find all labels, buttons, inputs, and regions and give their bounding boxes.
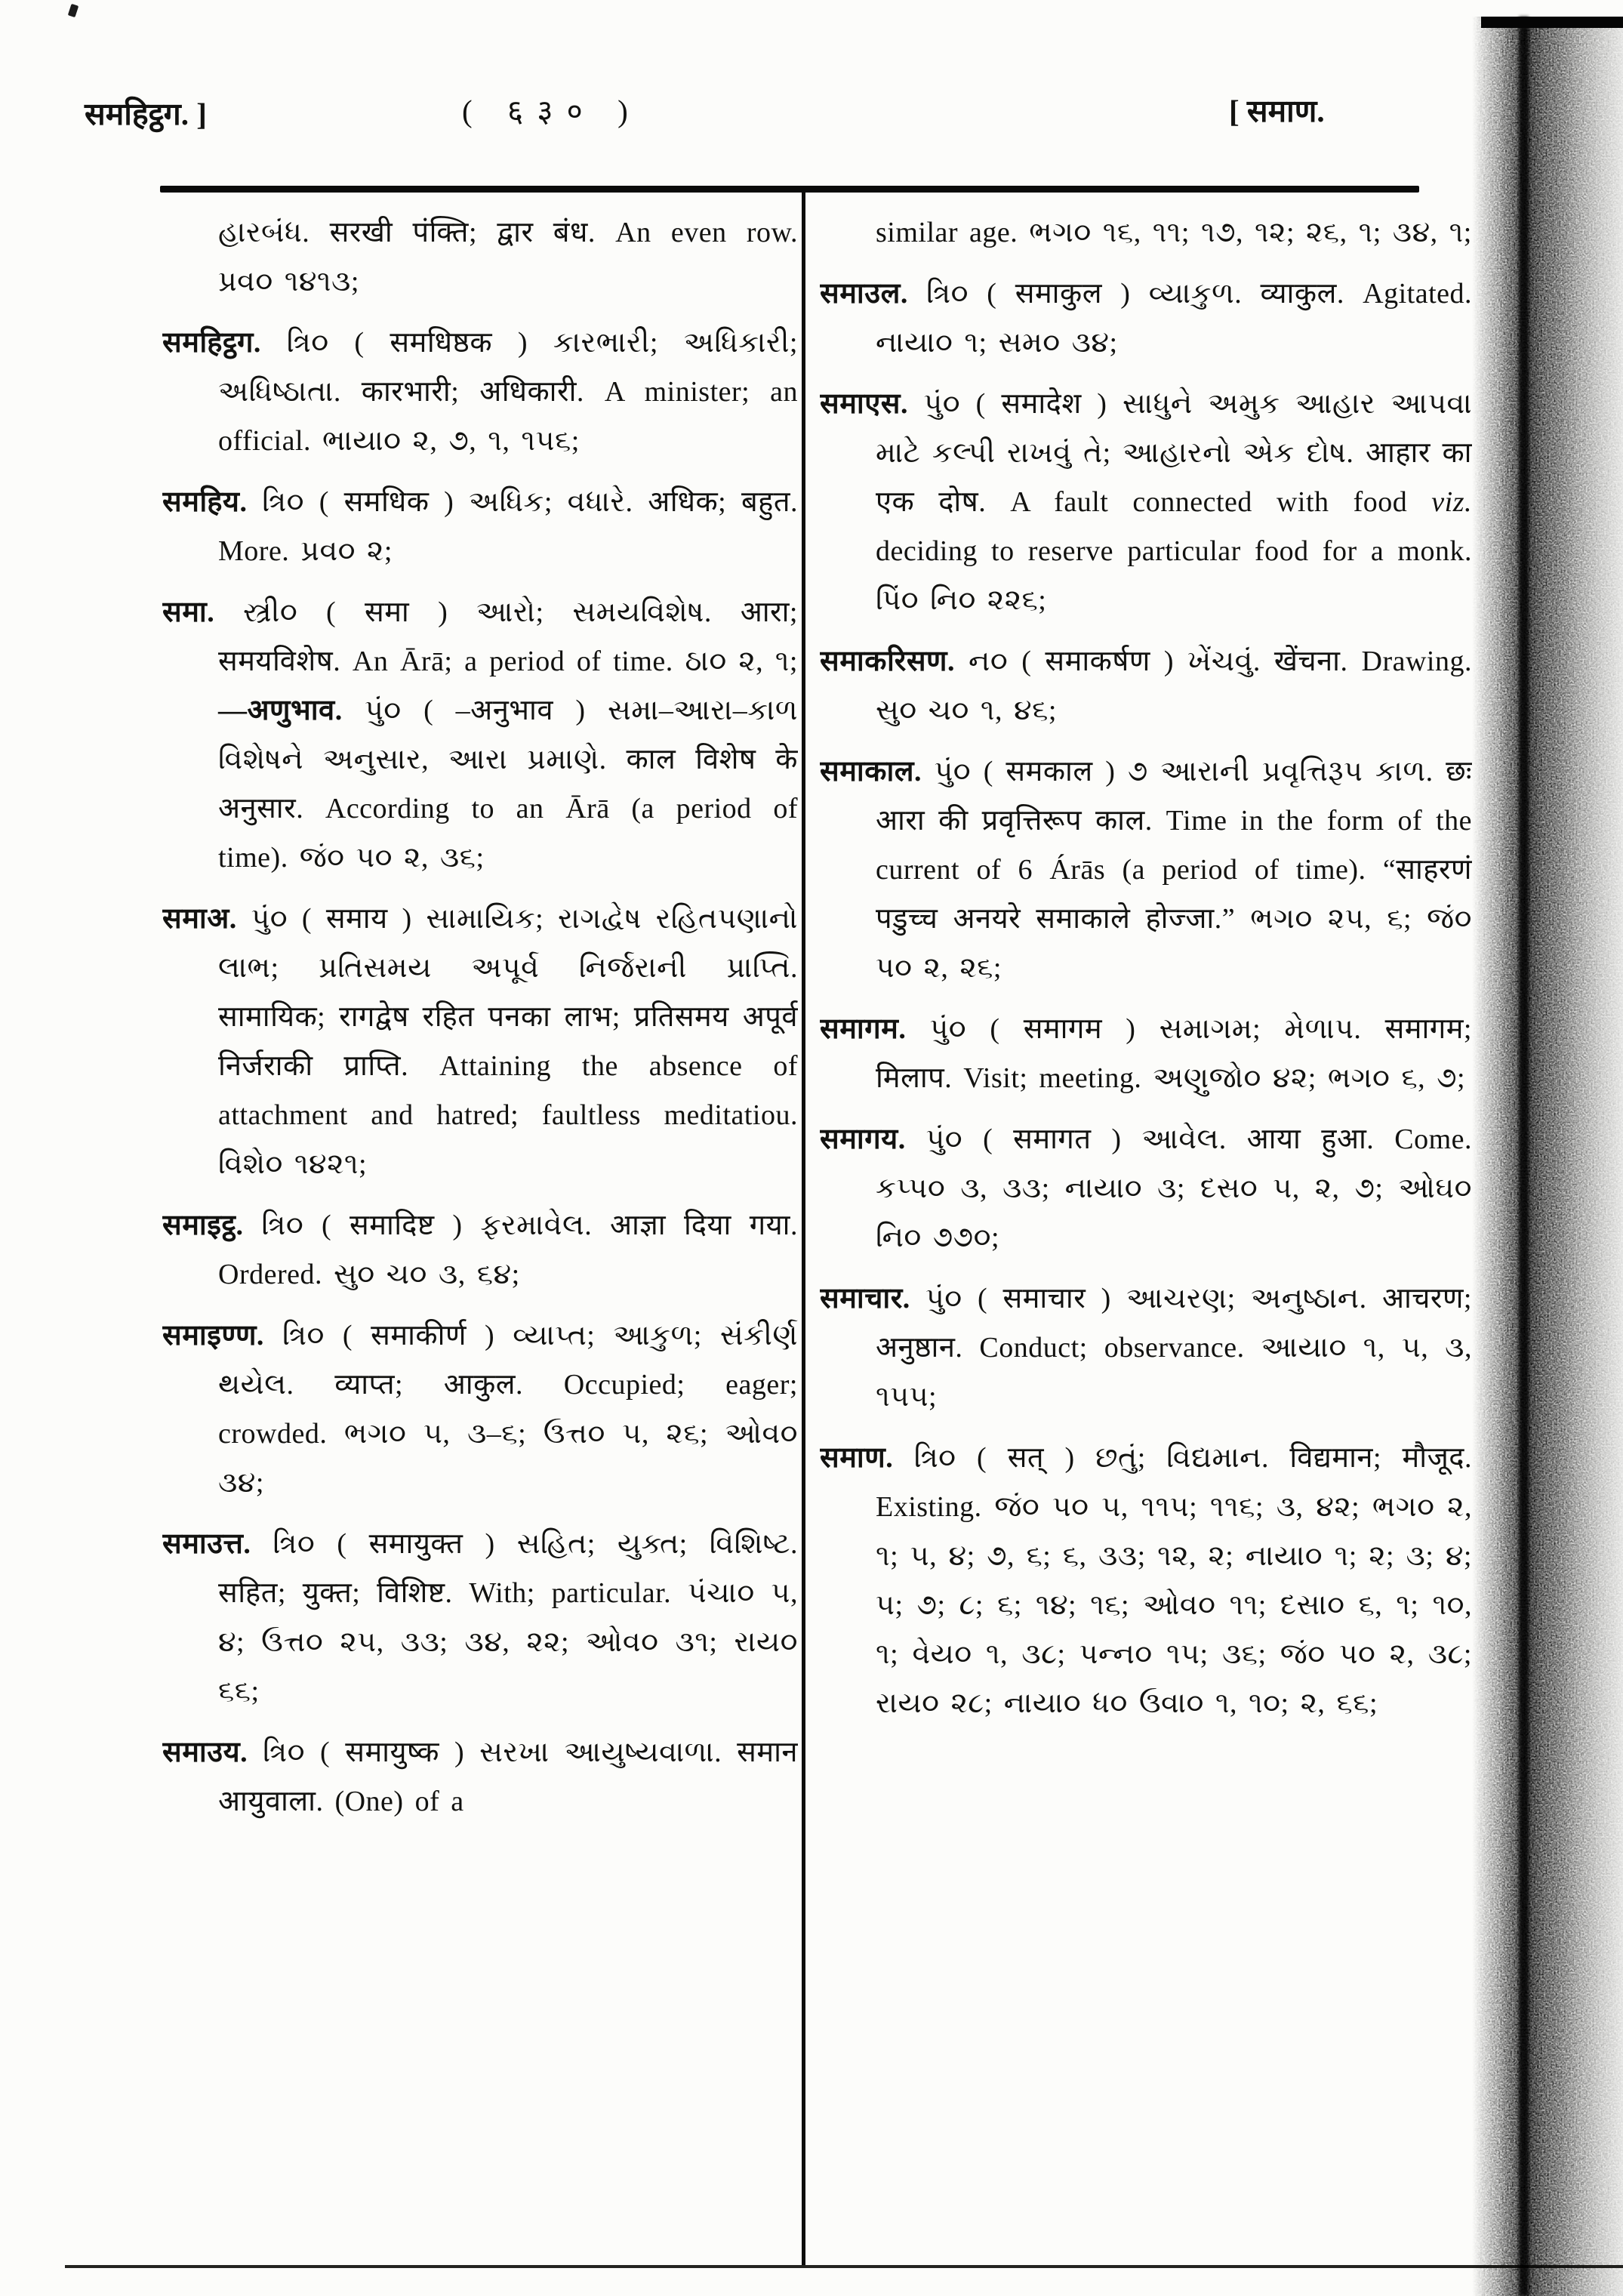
scan-noise-texture xyxy=(1472,17,1623,2296)
dictionary-entry xyxy=(162,208,798,307)
entry-text: હારબંધ. सरखी पंक्ति; द्वार बंध. An even row. પ્રવ૦ ૧૪૧૩; xyxy=(218,217,798,297)
entry-headword: समाइण्ण. xyxy=(162,1320,264,1351)
dictionary-entry xyxy=(162,319,798,466)
dictionary-entry xyxy=(820,637,1472,735)
header-rule xyxy=(160,186,1419,193)
entry-headword: समाण. xyxy=(820,1442,894,1474)
dictionary-entry xyxy=(820,747,1472,993)
dictionary-entry xyxy=(820,1005,1472,1103)
entry-headword: समहिट्ठग. xyxy=(162,327,261,359)
scan-speck xyxy=(68,4,79,17)
entry-headword: समाउय. xyxy=(162,1737,248,1768)
entry-headword: —अणुभाव. xyxy=(218,695,343,726)
dictionary-entry xyxy=(162,588,798,883)
left-column xyxy=(162,208,798,2254)
running-head-left: समहिट्ठग. ] xyxy=(85,97,207,131)
entry-headword: समाकाल. xyxy=(820,756,922,787)
entry-text: ત્રિ૦ ( सत् ) છતું; વિદ્યમાન. विद्यमान; मौजूद. Existing. જં૦ પ૦ ૫, ૧૧૫; ૧૧૬; ૩, ૪૨; ભગ૦ ૨, ૧; ૫, ૪; ૭, ૬; ૬, ૩૩; ૧૨, ૨; નાયા૦ ૧; ૨; ૩; ૪; ૫; ૭; ૮; ૬; ૧૪; ૧૬; ઓવ૦ ૧૧; દસા૦ ૬, ૧; ૧૦, ૧; વેય૦ ૧, ૩૮; પન્ન૦ ૧૫; ૩૬; જં૦ પ૦ ૨, ૩૮; રાય૦ ૨૮; નાયા૦ ધ૦ ઉવા૦ ૧, ૧૦; ૨, ૬૬; xyxy=(876,1442,1472,1719)
entry-text: deciding to reserve particular food for a monk. પિં૦ નિ૦ ૨૨૬; xyxy=(876,535,1472,616)
entry-text: ત્રિ૦ ( समायुक्त ) સહિત; યુક્ત; વિશિષ્ટ. सहित; युक्त; विशिष्ट. With; particular. પંચા૦ ૫, ૪; ઉત્ત૦ ૨૫, ૩૩; ૩૪, ૨૨; ઓવ૦ ૩૧; રાય૦ ૬૬; xyxy=(218,1528,798,1707)
running-head-right: [ समाण. xyxy=(1229,94,1325,128)
dictionary-entry xyxy=(820,1274,1472,1422)
entry-headword: समहिय. xyxy=(162,486,248,518)
entry-text: પું૦ ( समाचार ) આચરણ; અનુષ્ઠાન. आचरण; अनुष्ठान. Conduct; observance. આયા૦ ૧, ૫, ૩, ૧૫૫; xyxy=(876,1283,1472,1413)
entry-text: પું૦ ( समाय ) સામાયિક; રાગદ્વેષ રહિતપણાનો લાભ; પ્રતિસમય અપૂર્વ નિર્જરાની પ્રાપ્તિ. सामायिक; रागद्वेष रहित पनका लाभ; प्रतिसमय अपूर्व निर्जराकी प्राप्ति. Attaining the absence of attachment and hatred; faultless meditatiou. વિશે૦ ૧૪૨૧; xyxy=(218,903,798,1180)
entry-text: viz. xyxy=(1431,486,1472,518)
entry-text: ન૦ ( समाकर्षण ) ખેંચવું. खेंचना. Drawing. સુ૦ ચ૦ ૧, ૪૬; xyxy=(876,646,1472,726)
scan-binding-noise-band xyxy=(1472,17,1623,2296)
dictionary-entry xyxy=(162,895,798,1189)
column-divider xyxy=(802,190,805,2268)
dictionary-entry xyxy=(162,1201,798,1299)
entry-headword: समाउल. xyxy=(820,278,908,310)
entry-text: પું૦ ( समादेश ) સાધુને અમુક આહાર આપવા માટે કલ્પી રાખવું તે; આહારનો એક દોષ. आहार का एक दोष. A fault connected with food xyxy=(876,388,1472,518)
entry-headword: समाउत्त. xyxy=(162,1528,251,1560)
dictionary-entry xyxy=(820,270,1472,368)
footer-rule xyxy=(65,2265,1623,2268)
entry-text: પું૦ ( समागत ) આવેલ. आया हुआ. Come. કપ્પ૦ ૩, ૩૩; નાયા૦ ૩; દસ૦ ૫, ૨, ૭; ઓઘ૦ નિ૦ ૭૭૦; xyxy=(876,1123,1472,1253)
entry-text: ત્રિ૦ ( समाकुल ) વ્યાકુળ. व्याकुल. Agitated. નાયા૦ ૧; સમ૦ ૩૪; xyxy=(876,278,1472,359)
entry-text: પું૦ ( समकाल ) ૭ આરાની પ્રવૃત્તિરૂપ કાળ. छः आरा की प्रवृत्तिरूप काल. Time in the form of the current of 6 Árās (a period of time). “साहरणं पडुच्च अनयरे समाकाले होज्जा.” ભગ૦ ૨૫, ૬; જં૦ પ૦ ૨, ૨૬; xyxy=(876,756,1472,984)
entry-headword: समाकरिसण. xyxy=(820,646,955,677)
entry-headword: समाइट्ठ. xyxy=(162,1210,244,1241)
entry-text: પું૦ ( –अनुभाव ) સમા–આરા–કાળ વિશેષને અનુસાર, આરા પ્રમાણે. काल विशेष के अनुसार. According to an Ārā (a period of time). જં૦ પ૦ ૨, ૩૬; xyxy=(218,695,798,874)
entry-headword: समाएस. xyxy=(820,388,908,420)
dictionary-entry xyxy=(820,208,1472,257)
right-column xyxy=(820,208,1472,2254)
entry-headword: समाअ. xyxy=(162,903,237,935)
entry-text: પું૦ ( समागम ) સમાગમ; મેળાપ. समागम; मिलाप. Visit; meeting. અણુજો૦ ૪૨; ભગ૦ ૬, ૭; xyxy=(876,1013,1472,1094)
dictionary-entry xyxy=(162,1728,798,1826)
dictionary-entry xyxy=(820,1115,1472,1262)
entry-text: સ્ત્રી૦ ( समा ) આરો; સમયવિશેષ. आरा; समयविशेष. An Ārā; a period of time. ઠા૦ ૨, ૧; xyxy=(214,596,798,677)
dictionary-entry xyxy=(162,1520,798,1716)
entry-headword: समा. xyxy=(162,596,215,628)
dictionary-entry xyxy=(820,380,1472,625)
entry-text: ત્રિ૦ ( समायुष्क ) સરખા આયુષ્યવાળા. समान आयुवाला. (One) of a xyxy=(218,1737,798,1817)
entry-text: ત્રિ૦ ( समधिष्ठक ) કારભારી; અધિકારી; અધિષ્ઠાતા. कारभारी; अधिकारी. A minister; an official. ભાયા૦ ૨, ૭, ૧, ૧૫૬; xyxy=(218,327,798,457)
scan-top-edge-bar xyxy=(1481,17,1623,28)
entry-headword: समागम. xyxy=(820,1013,907,1045)
entry-text: ત્રિ૦ ( समादिष्ट ) ફરમાવેલ. आज्ञा दिया गया. Ordered. સુ૦ ચ૦ ૩, ૬૪; xyxy=(218,1210,798,1290)
entry-headword: समागय. xyxy=(820,1123,906,1155)
entry-text: ત્રિ૦ ( समधिक ) અધિક; વધારે. अधिक; बहुत. More. પ્રવ૦ ૨; xyxy=(218,486,798,567)
dictionary-entry xyxy=(820,1434,1472,1728)
entry-headword: समाचार. xyxy=(820,1283,910,1314)
page-number: ( ६३० ) xyxy=(462,94,642,128)
entry-text: similar age. ભગ૦ ૧૬, ૧૧; ૧૭, ૧૨; ૨૬, ૧; ૩૪, ૧; xyxy=(876,217,1472,248)
dictionary-entry xyxy=(162,1311,798,1508)
entry-text: ત્રિ૦ ( समाकीर्ण ) વ્યાપ્ત; આકુળ; સંકીર્ણ થયેલ. व्याप्त; आकुल. Occupied; eager; crowded. ભગ૦ ૫, ૩–૬; ઉત્ત૦ ૫, ૨૬; ઓવ૦ ૩૪; xyxy=(218,1320,798,1499)
dictionary-entry xyxy=(162,478,798,576)
